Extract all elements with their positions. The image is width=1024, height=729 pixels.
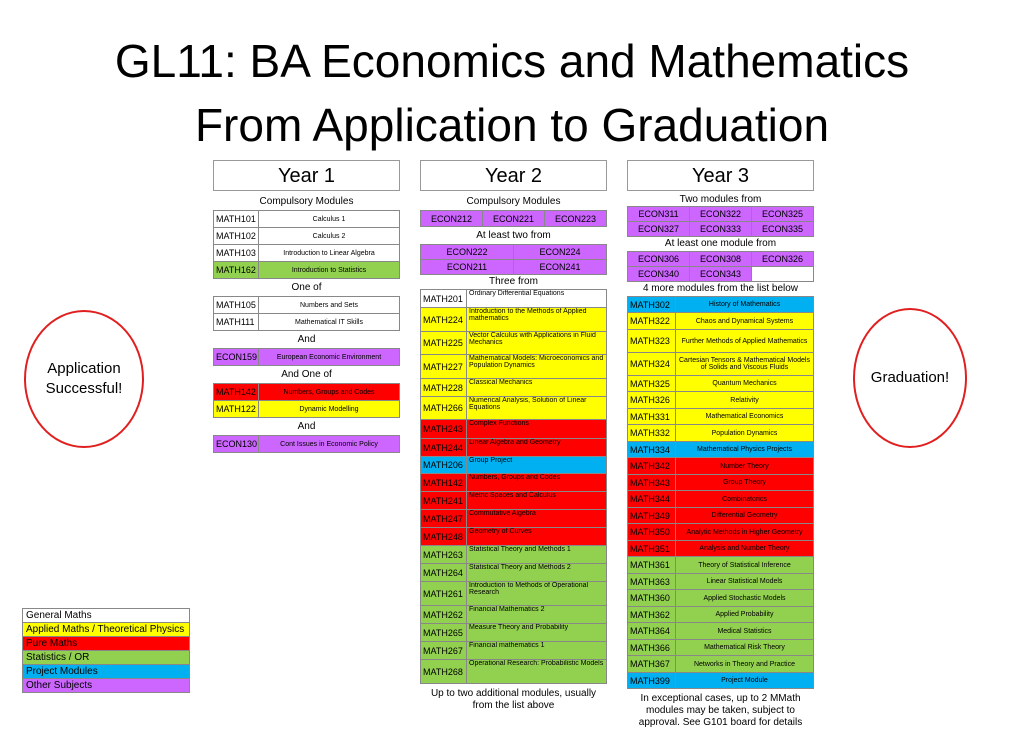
module-code: MATH344 — [628, 491, 676, 508]
module-row — [214, 401, 400, 418]
module-name: Differential Geometry — [676, 508, 814, 524]
module-name: History of Mathematics — [676, 297, 814, 313]
module-row — [421, 332, 607, 355]
legend-item: Pure Maths — [23, 637, 190, 651]
module-code: MATH351 — [628, 541, 676, 557]
module-row — [421, 660, 607, 684]
module-name: Commutative Algebra — [467, 510, 607, 528]
module-row — [421, 474, 607, 492]
module-code: MATH325 — [628, 376, 676, 392]
module-code: MATH399 — [628, 673, 676, 689]
module-cell: ECON306 — [628, 252, 690, 267]
module-row — [421, 439, 607, 457]
legend-item: General Maths — [23, 609, 190, 623]
module-name: Mathematical IT Skills — [259, 314, 400, 331]
module-name: Mathematical Physics Projects — [676, 442, 814, 458]
legend-item: Statistics / OR — [23, 651, 190, 665]
module-name: Ordinary Differential Equations — [467, 290, 607, 308]
module-code: MATH334 — [628, 442, 676, 458]
module-cell: ECON340 — [628, 267, 690, 282]
module-row — [214, 314, 400, 331]
module-row — [628, 623, 814, 640]
module-name: Vector Calculus with Applications in Fluid Mechanics — [467, 332, 607, 355]
module-code: MATH224 — [421, 308, 467, 332]
year3-twofrom-label: Two modules from — [679, 194, 762, 205]
module-name: Calculus 2 — [259, 228, 400, 245]
module-row — [628, 574, 814, 590]
year2-column — [420, 160, 607, 712]
module-code: MATH343 — [628, 475, 676, 491]
module-name: Networks in Theory and Practice — [676, 656, 814, 673]
module-row — [421, 642, 607, 660]
module-name: Introduction to Methods of Operational Research — [467, 582, 607, 606]
module-row — [628, 409, 814, 425]
module-name: Numbers, Groups and Codes — [467, 474, 607, 492]
legend-row — [23, 623, 190, 637]
module-code: MATH263 — [421, 546, 467, 564]
module-name: Cont Issues in Economic Policy — [259, 436, 400, 453]
module-cell: ECON211 — [421, 260, 514, 275]
year3-note: In exceptional cases, up to 2 MMath modules may be taken, subject to approval. See G101 board for details — [638, 693, 803, 728]
module-name: Linear Algebra and Geometry — [467, 439, 607, 457]
module-cell: ECON311 — [628, 207, 690, 222]
application-successful-circle — [24, 310, 144, 448]
module-row — [628, 392, 814, 409]
module-row — [421, 457, 607, 474]
module-name: Project Module — [676, 673, 814, 689]
legend-row — [23, 637, 190, 651]
module-row — [421, 510, 607, 528]
module-name: Statistical Theory and Methods 2 — [467, 564, 607, 582]
module-name: Numerical Analysis, Solution of Linear Equations — [467, 397, 607, 420]
year2-threefrom-label: Three from — [489, 276, 538, 287]
module-code: MATH225 — [421, 332, 467, 355]
module-row — [628, 376, 814, 392]
module-name: Analysis and Number Theory — [676, 541, 814, 557]
module-code: MATH241 — [421, 492, 467, 510]
module-row — [628, 353, 814, 376]
module-code: MATH262 — [421, 606, 467, 624]
module-name: Measure Theory and Probability — [467, 624, 607, 642]
module-name: Classical Mechanics — [467, 379, 607, 397]
year1-and-label: And — [297, 334, 316, 345]
module-code: MATH363 — [628, 574, 676, 590]
year2-compulsory-table — [420, 210, 607, 227]
module-name: Quantum Mechanics — [676, 376, 814, 392]
year2-compulsory-label: Compulsory Modules — [466, 196, 561, 207]
module-name: Mathematical Economics — [676, 409, 814, 425]
year2-twofrom-table — [420, 244, 607, 275]
module-row — [214, 262, 400, 279]
year1-heading: Year 1 — [213, 160, 400, 191]
module-code: MATH366 — [628, 640, 676, 656]
module-row — [421, 606, 607, 624]
module-code: MATH227 — [421, 355, 467, 379]
module-cell: ECON335 — [752, 222, 814, 237]
year1-andoneof-label: And One of — [281, 369, 332, 380]
module-name: Theory of Statistical Inference — [676, 557, 814, 574]
module-code: MATH326 — [628, 392, 676, 409]
module-name: Chaos and Dynamical Systems — [676, 313, 814, 330]
module-name: European Economic Environment — [259, 349, 400, 366]
year3-twofrom-table — [627, 206, 814, 237]
module-cell: ECON325 — [752, 207, 814, 222]
module-row — [628, 458, 814, 475]
legend-row — [23, 609, 190, 623]
module-row — [628, 297, 814, 313]
year3-heading: Year 3 — [627, 160, 814, 191]
year1-column — [213, 160, 400, 453]
module-name: Further Methods of Applied Mathematics — [676, 330, 814, 353]
module-name: Relativity — [676, 392, 814, 409]
module-code: MATH342 — [628, 458, 676, 475]
module-row — [421, 546, 607, 564]
module-row — [214, 297, 400, 314]
module-row — [214, 436, 400, 453]
module-cell: ECON322 — [690, 207, 752, 222]
graduation-circle — [853, 308, 967, 448]
module-code: MATH267 — [421, 642, 467, 660]
module-cell: ECON223 — [545, 211, 607, 227]
module-code: ECON130 — [214, 436, 259, 453]
module-row — [628, 557, 814, 574]
year1-compulsory-label: Compulsory Modules — [259, 196, 354, 207]
year3-fourmore-label: 4 more modules from the list below — [642, 283, 799, 294]
module-row — [628, 673, 814, 689]
module-code: MATH228 — [421, 379, 467, 397]
module-code: MATH268 — [421, 660, 467, 684]
module-code: MATH162 — [214, 262, 259, 279]
module-row — [421, 492, 607, 510]
year3-onefrom-table — [627, 251, 814, 282]
module-cell-empty — [752, 267, 814, 282]
module-name: Cartesian Tensors & Mathematical Models of Solids and Viscous Fluids — [676, 353, 814, 376]
module-code: MATH201 — [421, 290, 467, 308]
module-code: MATH101 — [214, 211, 259, 228]
module-row — [421, 528, 607, 546]
module-name: Operational Research: Probabilistic Models — [467, 660, 607, 684]
year1-andoneof-table — [213, 383, 400, 418]
module-code: MATH247 — [421, 510, 467, 528]
module-name: Numbers and Sets — [259, 297, 400, 314]
module-name: Mathematical Risk Theory — [676, 640, 814, 656]
module-cell: ECON343 — [690, 267, 752, 282]
module-name: Analytic Methods in Higher Geometry — [676, 524, 814, 541]
module-name: Population Dynamics — [676, 425, 814, 442]
module-row — [421, 379, 607, 397]
module-name: Number Theory — [676, 458, 814, 475]
module-row — [628, 656, 814, 673]
module-row — [214, 211, 400, 228]
module-code: MATH322 — [628, 313, 676, 330]
module-row — [421, 290, 607, 308]
year3-fourmore-table — [627, 296, 814, 689]
year3-onefrom-label: At least one module from — [664, 238, 777, 249]
legend-row — [23, 665, 190, 679]
module-name: Geometry of Curves — [467, 528, 607, 546]
module-name: Group Project — [467, 457, 607, 474]
module-row — [628, 425, 814, 442]
module-code: MATH361 — [628, 557, 676, 574]
module-row — [421, 420, 607, 439]
module-row — [628, 524, 814, 541]
module-row — [421, 308, 607, 332]
module-code: MATH142 — [214, 384, 259, 401]
page-title-line1: GL11: BA Economics and Mathematics — [114, 35, 910, 87]
module-row — [628, 313, 814, 330]
module-row — [421, 355, 607, 379]
year2-threefrom-table — [420, 289, 607, 684]
legend-item: Other Subjects — [23, 679, 190, 693]
module-code: MATH332 — [628, 425, 676, 442]
module-code: MATH364 — [628, 623, 676, 640]
module-code: MATH142 — [421, 474, 467, 492]
module-name: Dynamic Modelling — [259, 401, 400, 418]
module-code: MATH266 — [421, 397, 467, 420]
module-cell: ECON241 — [514, 260, 607, 275]
module-name: Applied Stochastic Models — [676, 590, 814, 607]
module-cell: ECON333 — [690, 222, 752, 237]
year1-and2-table — [213, 435, 400, 453]
module-row — [628, 541, 814, 557]
module-row — [628, 330, 814, 353]
module-cell: ECON326 — [752, 252, 814, 267]
module-name: Complex Functions — [467, 420, 607, 439]
module-row — [214, 245, 400, 262]
year1-and-table — [213, 348, 400, 366]
module-name: Linear Statistical Models — [676, 574, 814, 590]
module-row — [628, 590, 814, 607]
module-code: MATH111 — [214, 314, 259, 331]
module-name: Mathematical Models: Microeconomics and Population Dynamics — [467, 355, 607, 379]
year1-oneof-table — [213, 296, 400, 331]
module-code: MATH302 — [628, 297, 676, 313]
year2-twofrom-label: At least two from — [476, 230, 551, 241]
module-cell: ECON327 — [628, 222, 690, 237]
legend-row — [23, 651, 190, 665]
module-row — [421, 564, 607, 582]
module-cell: ECON222 — [421, 245, 514, 260]
module-row — [214, 349, 400, 366]
module-name: Introduction to Linear Algebra — [259, 245, 400, 262]
module-code: MATH265 — [421, 624, 467, 642]
module-cell: ECON212 — [421, 211, 483, 227]
module-code: MATH206 — [421, 457, 467, 474]
application-successful-label: Application Successful! — [45, 360, 123, 397]
module-row — [628, 491, 814, 508]
module-code: MATH105 — [214, 297, 259, 314]
year2-note: Up to two additional modules, usually from the list above — [430, 688, 597, 711]
module-row — [214, 228, 400, 245]
module-row — [421, 582, 607, 606]
module-cell: ECON308 — [690, 252, 752, 267]
module-code: MATH264 — [421, 564, 467, 582]
year1-compulsory-table — [213, 210, 400, 279]
module-name: Financial Mathematics 2 — [467, 606, 607, 624]
page-title-line2: From Application to Graduation — [194, 99, 830, 151]
year1-and2-label: And — [297, 421, 316, 432]
year1-oneof-label: One of — [291, 282, 322, 293]
module-name: Combinatorics — [676, 491, 814, 508]
year3-column — [627, 160, 814, 729]
legend-row — [23, 679, 190, 693]
module-name: Financial mathematics 1 — [467, 642, 607, 660]
module-code: MATH331 — [628, 409, 676, 425]
module-name: Metric Spaces and Calculus — [467, 492, 607, 510]
module-code: MATH244 — [421, 439, 467, 457]
legend-item: Project Modules — [23, 665, 190, 679]
module-name: Introduction to Statistics — [259, 262, 400, 279]
module-code: ECON159 — [214, 349, 259, 366]
module-cell: ECON221 — [483, 211, 545, 227]
graduation-label: Graduation! — [870, 369, 950, 386]
module-code: MATH243 — [421, 420, 467, 439]
module-code: MATH102 — [214, 228, 259, 245]
module-row — [421, 397, 607, 420]
module-row — [628, 607, 814, 623]
module-code: MATH350 — [628, 524, 676, 541]
module-row — [628, 442, 814, 458]
module-name: Introduction to the Methods of Applied mathematics — [467, 308, 607, 332]
module-name: Group Theory — [676, 475, 814, 491]
module-name: Statistical Theory and Methods 1 — [467, 546, 607, 564]
module-row — [421, 624, 607, 642]
module-row — [214, 384, 400, 401]
module-row — [628, 640, 814, 656]
module-code: MATH360 — [628, 590, 676, 607]
module-code: MATH367 — [628, 656, 676, 673]
year2-heading: Year 2 — [420, 160, 607, 191]
colour-legend — [22, 608, 190, 693]
module-row — [628, 475, 814, 491]
module-code: MATH248 — [421, 528, 467, 546]
module-row — [628, 508, 814, 524]
legend-item: Applied Maths / Theoretical Physics — [23, 623, 190, 637]
module-name: Calculus 1 — [259, 211, 400, 228]
module-name: Medical Statistics — [676, 623, 814, 640]
module-name: Numbers, Groups and Codes — [259, 384, 400, 401]
module-cell: ECON224 — [514, 245, 607, 260]
module-code: MATH323 — [628, 330, 676, 353]
module-code: MATH349 — [628, 508, 676, 524]
module-name: Applied Probability — [676, 607, 814, 623]
module-code: MATH103 — [214, 245, 259, 262]
module-code: MATH362 — [628, 607, 676, 623]
module-code: MATH324 — [628, 353, 676, 376]
module-code: MATH122 — [214, 401, 259, 418]
module-code: MATH261 — [421, 582, 467, 606]
